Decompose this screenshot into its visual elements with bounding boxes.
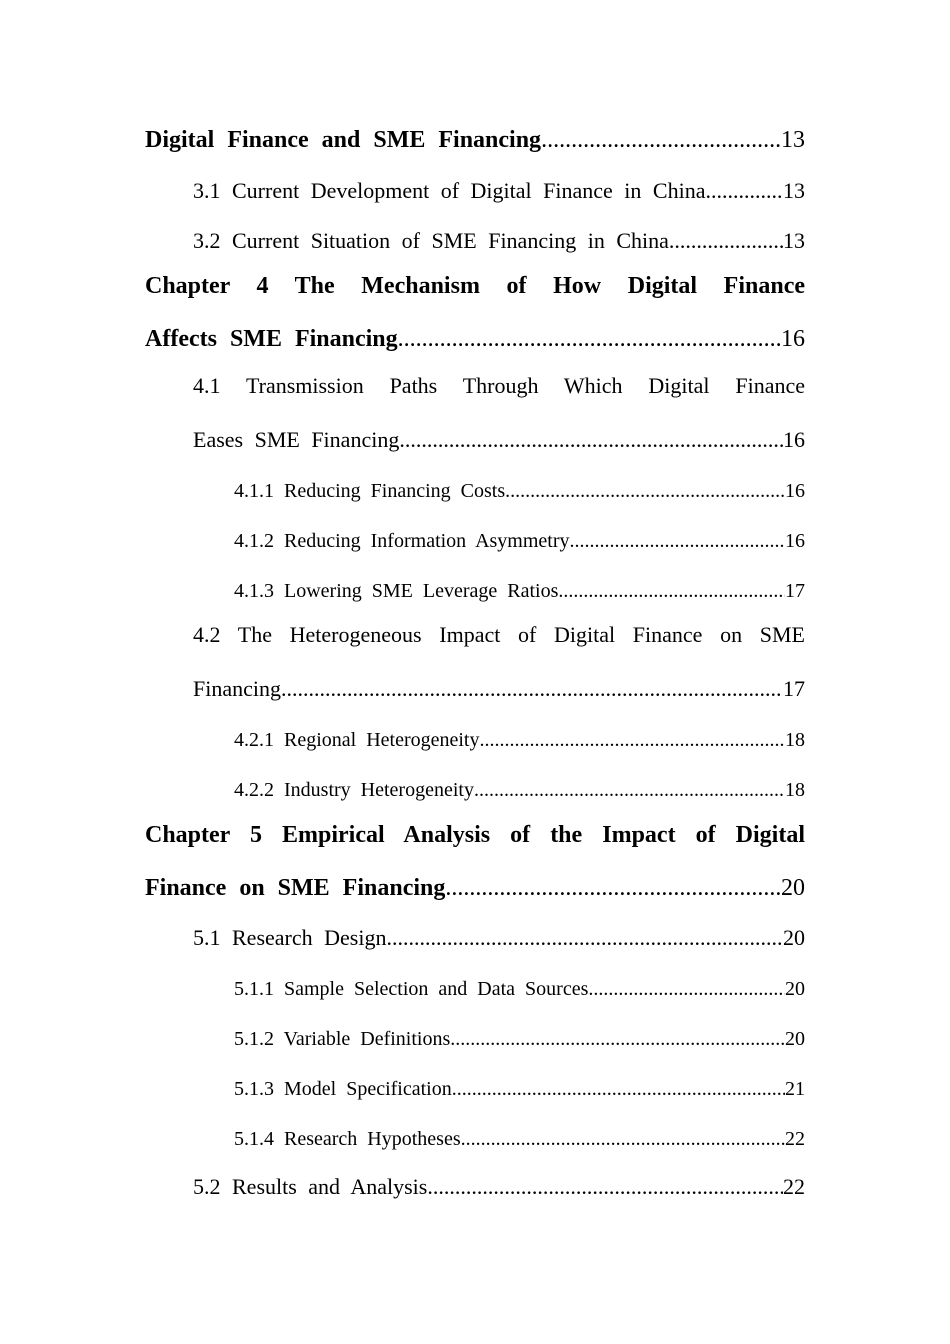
dot-leader [558,580,785,603]
toc-entry[interactable] [234,722,805,752]
toc-page-number: 13 [783,178,805,203]
dot-leader [398,326,781,353]
dot-leader [281,676,783,702]
toc-entry-title: 4.1.3 Lowering SME Leverage Ratios [234,580,559,602]
toc-page-number: 16 [781,326,805,352]
dot-leader [386,925,783,951]
toc-entry[interactable] [193,672,805,702]
toc-entry[interactable] [234,1121,805,1151]
dot-leader [461,1128,785,1151]
toc-page-number: 22 [785,1128,805,1150]
toc-entry[interactable] [145,872,805,902]
toc-entry[interactable] [234,772,805,802]
toc-entry[interactable] [145,124,805,154]
toc-entry-title: 5.1.2 Variable Definitions [234,1028,451,1050]
toc-page-number: 17 [785,580,805,602]
toc-entry-title: 5.1.3 Model Specification [234,1078,452,1100]
toc-entry-title: 3.2 Current Situation of SME Financing in China [193,228,669,253]
toc-page-number: 20 [785,1028,805,1050]
toc-page-number: 16 [783,427,805,452]
toc-page-number: 17 [783,676,805,701]
dot-leader [480,729,786,752]
dot-leader [541,127,781,154]
toc-entry[interactable] [193,174,805,204]
toc-page-number: 20 [785,978,805,1000]
toc-entry-wrapped[interactable] [193,373,805,403]
toc-entry[interactable] [145,323,805,353]
dot-leader [474,779,785,802]
toc-entry-title: 4.2.2 Industry Heterogeneity [234,779,474,801]
toc-entry-wrapped[interactable] [193,622,805,652]
toc-entry[interactable] [234,473,805,503]
dot-leader [450,1028,785,1051]
toc-entry[interactable] [193,921,805,951]
dot-leader [427,1174,783,1200]
dot-leader [705,178,783,204]
toc-entry[interactable] [234,523,805,553]
toc-entry-title: 5.1 Research Design [193,925,387,950]
toc-entry-wrapped[interactable] [145,273,805,303]
toc-page-number: 13 [781,127,805,153]
toc-entry[interactable] [234,971,805,1001]
toc-entry-title: 4.2 The Heterogeneous Impact of Digital Finance on SME [193,622,805,647]
toc-entry-title: 4.1.1 Reducing Financing Costs [234,480,506,502]
toc-page-number: 13 [783,228,805,253]
toc-page-number: 16 [785,530,805,552]
toc-page-number: 20 [781,875,805,901]
toc-entry[interactable] [193,1170,805,1200]
toc-page-number: 20 [783,925,805,950]
toc-entry-title: Financing [193,676,281,701]
toc-entry-title: 3.1 Current Development of Digital Finance in China [193,178,706,203]
toc-entry-title: 5.1.4 Research Hypotheses [234,1128,461,1150]
toc-entry[interactable] [193,423,805,453]
toc-entry[interactable] [234,1021,805,1051]
toc-page-number: 16 [785,480,805,502]
toc-page-number: 18 [785,779,805,801]
toc-entry-title: 5.1.1 Sample Selection and Data Sources [234,978,589,1000]
toc-entry-title: Finance on SME Financing [145,875,446,901]
toc-entry[interactable] [193,224,805,254]
dot-leader [452,1078,785,1101]
toc-entry-title: 4.1.2 Reducing Information Asymmetry [234,530,570,552]
dot-leader [445,875,781,902]
toc-entry[interactable] [234,573,805,603]
toc-entry-title: 5.2 Results and Analysis [193,1174,428,1199]
toc-entry-title: Affects SME Financing [145,326,398,352]
toc-entry-wrapped[interactable] [145,822,805,852]
toc-page-number: 22 [783,1174,805,1199]
toc-entry-title: 4.2.1 Regional Heterogeneity [234,729,480,751]
toc-entry-title: Chapter 5 Empirical Analysis of the Impact of Digital [145,822,805,848]
toc-entry-title: Digital Finance and SME Financing [145,127,542,153]
dot-leader [505,480,785,503]
dot-leader [669,228,783,254]
toc-page-number: 18 [785,729,805,751]
toc-entry-title: 4.1 Transmission Paths Through Which Digital Finance [193,373,805,398]
toc-entry[interactable] [234,1071,805,1101]
dot-leader [399,427,783,453]
dot-leader [570,530,785,553]
toc-page-number: 21 [785,1078,805,1100]
toc-entry-title: Chapter 4 The Mechanism of How Digital Finance [145,273,805,299]
dot-leader [588,978,785,1001]
toc-entry-title: Eases SME Financing [193,427,400,452]
